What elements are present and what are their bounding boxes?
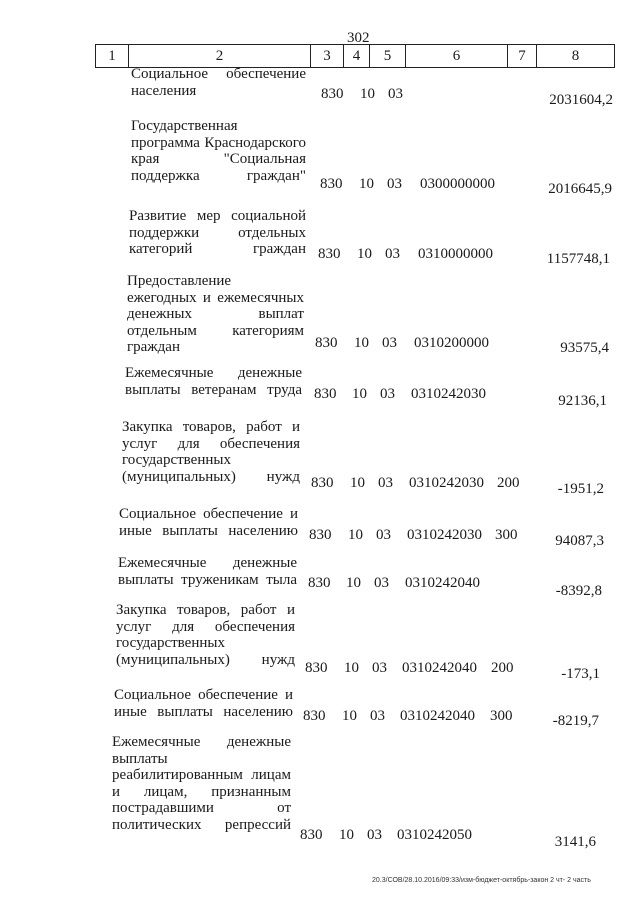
cell-c8: 93575,4 bbox=[560, 340, 609, 356]
row-name: Ежемесячные денежные выплаты труженикам тыла bbox=[118, 555, 297, 588]
cell-c4: 10 bbox=[342, 708, 357, 724]
row-name: Закупка товаров, работ и услуг для обеспечения государственных (муниципальных) нужд bbox=[122, 419, 300, 485]
cell-c8: 92136,1 bbox=[558, 393, 607, 409]
cell-c3: 830 bbox=[318, 246, 341, 262]
row-name: Социальное обеспечение и иные выплаты населению bbox=[119, 506, 298, 539]
cell-c5: 03 bbox=[380, 386, 395, 402]
header-col-6: 6 bbox=[405, 45, 507, 67]
cell-c5: 03 bbox=[376, 527, 391, 543]
cell-c4: 10 bbox=[344, 660, 359, 676]
cell-c4: 10 bbox=[350, 475, 365, 491]
cell-c3: 830 bbox=[314, 386, 337, 402]
cell-c4: 10 bbox=[354, 335, 369, 351]
row-name: Предоставление ежегодных и ежемесячных денежных выплат отдельным категориям граждан bbox=[127, 273, 304, 355]
row-name: Социальное обеспечение и иные выплаты населению bbox=[114, 687, 293, 720]
cell-c5: 03 bbox=[370, 708, 385, 724]
cell-c3: 830 bbox=[300, 827, 323, 843]
cell-c7: 300 bbox=[495, 527, 518, 543]
cell-c8: 1157748,1 bbox=[546, 251, 610, 267]
cell-c3: 830 bbox=[320, 176, 343, 192]
cell-c7: 200 bbox=[491, 660, 514, 676]
page-number: 302 bbox=[347, 30, 370, 46]
cell-c5: 03 bbox=[374, 575, 389, 591]
cell-c6: 0310242040 bbox=[405, 575, 480, 591]
cell-c8: 2016645,9 bbox=[548, 181, 612, 197]
cell-c8: -1951,2 bbox=[557, 481, 604, 497]
row-name: Закупка товаров, работ и услуг для обеспечения государственных (муниципальных) нужд bbox=[116, 602, 295, 668]
cell-c4: 10 bbox=[348, 527, 363, 543]
cell-c8: -8219,7 bbox=[552, 713, 599, 729]
header-col-4: 4 bbox=[343, 45, 369, 67]
cell-c7: 300 bbox=[490, 708, 513, 724]
row-name: Развитие мер социальной поддержки отдельных категорий граждан bbox=[129, 208, 306, 257]
cell-c3: 830 bbox=[321, 86, 344, 102]
cell-c8: 94087,3 bbox=[555, 533, 604, 549]
cell-c5: 03 bbox=[387, 176, 402, 192]
cell-c5: 03 bbox=[382, 335, 397, 351]
header-col-1: 1 bbox=[95, 45, 128, 67]
cell-c3: 830 bbox=[315, 335, 338, 351]
footer-note: 20.3/СОВ/28.10.2016/09:33/изм-бюджет-октябрь-закон 2 чт- 2 часть bbox=[372, 877, 591, 884]
cell-c3: 830 bbox=[311, 475, 334, 491]
header-col-2: 2 bbox=[128, 45, 310, 67]
cell-c4: 10 bbox=[359, 176, 374, 192]
cell-c4: 10 bbox=[360, 86, 375, 102]
row-name: Социальное обеспечение населения bbox=[131, 66, 306, 99]
cell-c6: 0310242030 bbox=[411, 386, 486, 402]
cell-c8: 3141,6 bbox=[554, 834, 596, 850]
header-col-5: 5 bbox=[369, 45, 405, 67]
cell-c6: 0310000000 bbox=[418, 246, 493, 262]
cell-c3: 830 bbox=[303, 708, 326, 724]
cell-c4: 10 bbox=[346, 575, 361, 591]
cell-c4: 10 bbox=[357, 246, 372, 262]
cell-c4: 10 bbox=[352, 386, 367, 402]
cell-c4: 10 bbox=[339, 827, 354, 843]
cell-c5: 03 bbox=[388, 86, 403, 102]
header-col-7: 7 bbox=[507, 45, 536, 67]
cell-c6: 0310242040 bbox=[402, 660, 477, 676]
cell-c5: 03 bbox=[378, 475, 393, 491]
cell-c8: -173,1 bbox=[561, 666, 600, 682]
cell-c3: 830 bbox=[308, 575, 331, 591]
header-col-8: 8 bbox=[536, 45, 615, 67]
cell-c6: 0310242030 bbox=[409, 475, 484, 491]
row-name: Государственная программа Краснодарского края "Социальная поддержка граждан" bbox=[131, 118, 306, 184]
cell-c8: -8392,8 bbox=[555, 583, 602, 599]
row-name: Ежемесячные денежные выплаты реабилитированным лицам и лицам, признанным пострадавшими от политических репрессий bbox=[112, 734, 291, 833]
cell-c7: 200 bbox=[497, 475, 520, 491]
table-header bbox=[95, 44, 615, 68]
row-name: Ежемесячные денежные выплаты ветеранам труда bbox=[125, 365, 302, 398]
cell-c3: 830 bbox=[309, 527, 332, 543]
cell-c6: 0310200000 bbox=[414, 335, 489, 351]
cell-c6: 0310242050 bbox=[397, 827, 472, 843]
cell-c5: 03 bbox=[367, 827, 382, 843]
cell-c8: 2031604,2 bbox=[549, 92, 613, 108]
cell-c3: 830 bbox=[305, 660, 328, 676]
cell-c6: 0300000000 bbox=[420, 176, 495, 192]
cell-c6: 0310242030 bbox=[407, 527, 482, 543]
header-col-3: 3 bbox=[310, 45, 343, 67]
cell-c5: 03 bbox=[385, 246, 400, 262]
cell-c6: 0310242040 bbox=[400, 708, 475, 724]
cell-c5: 03 bbox=[372, 660, 387, 676]
